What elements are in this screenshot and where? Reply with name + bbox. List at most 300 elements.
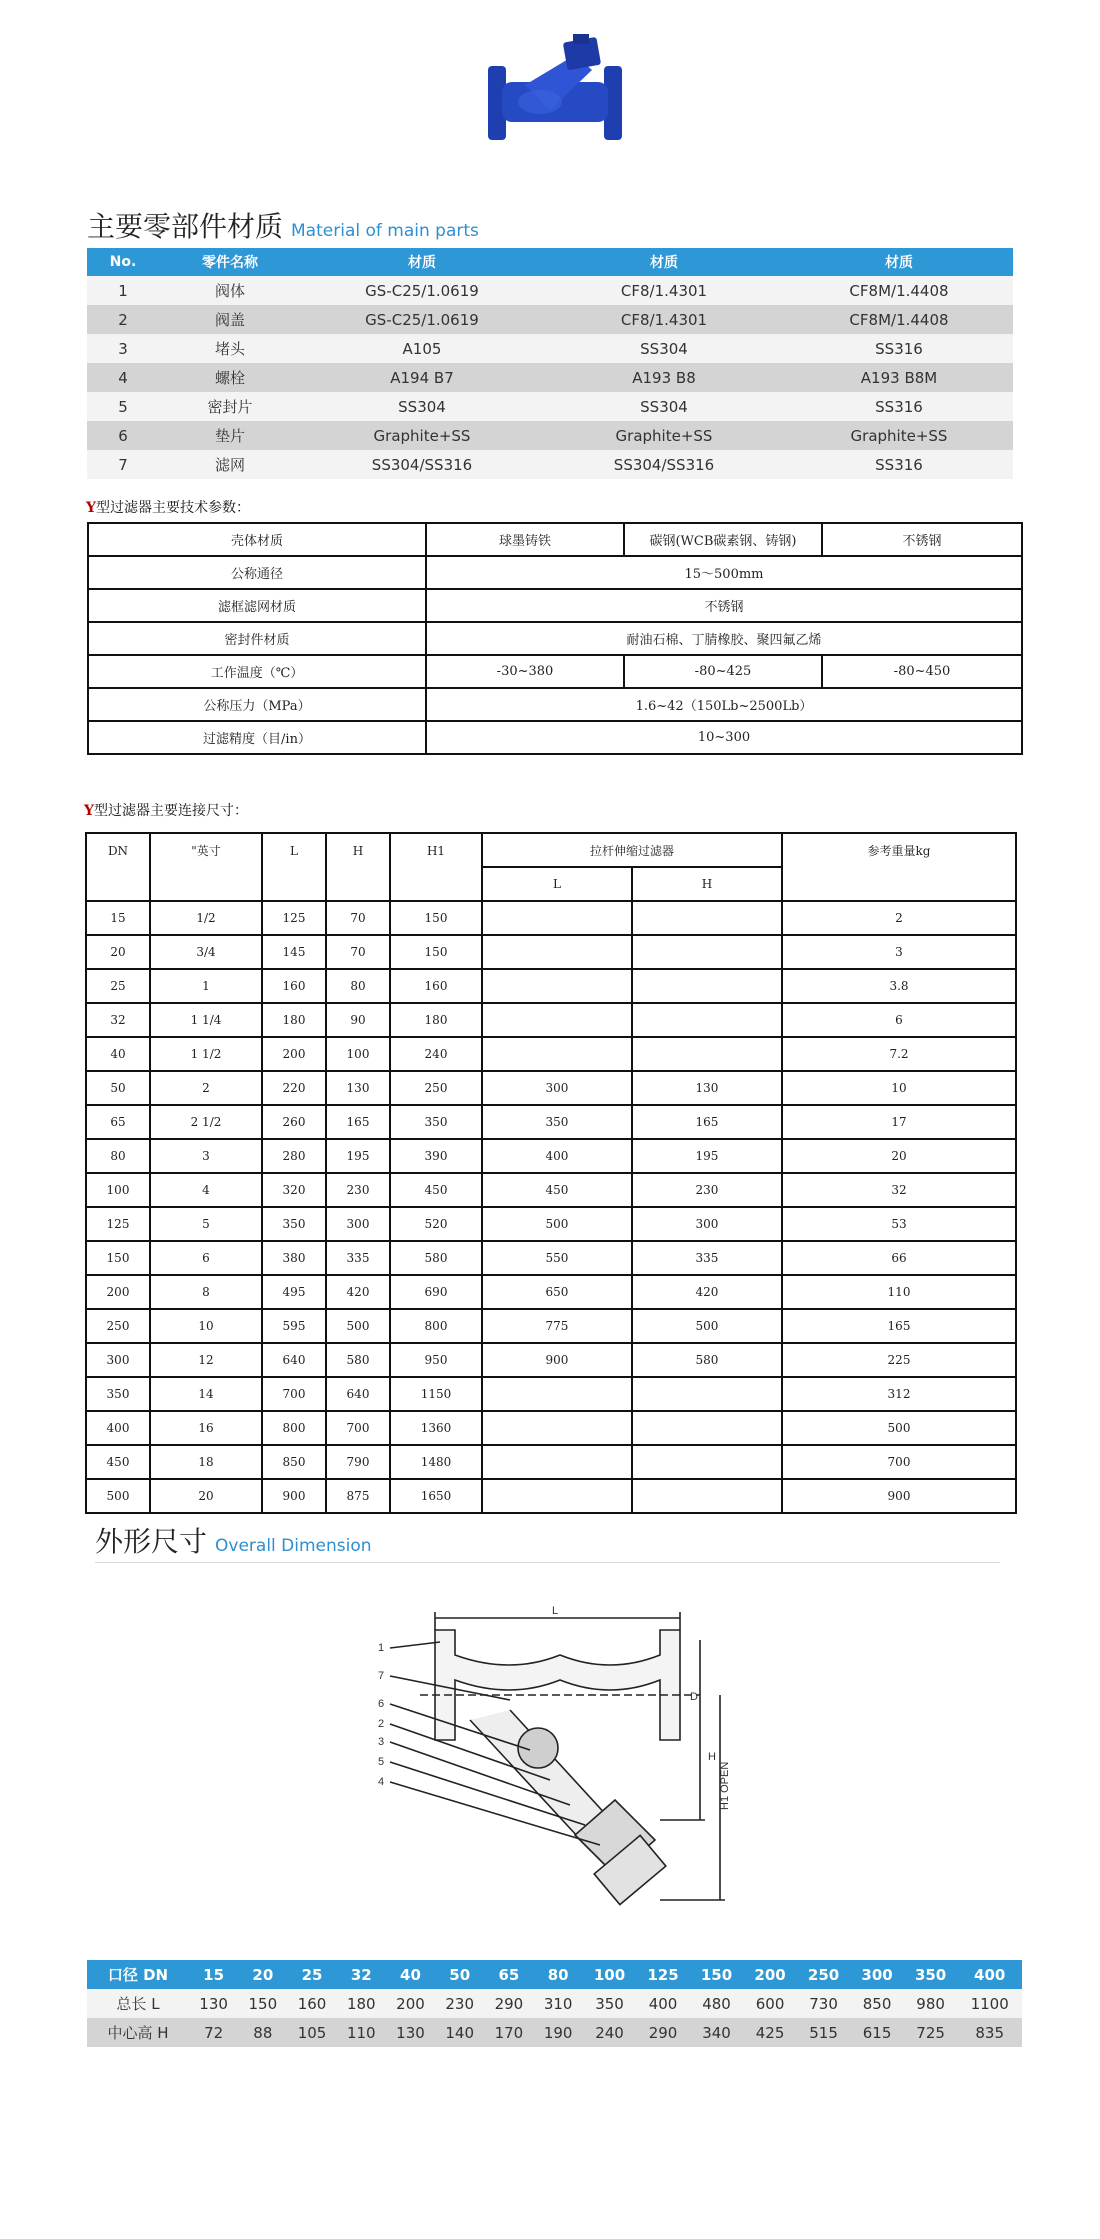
table-cell [482,969,632,1003]
table-cell: A105 [301,334,543,363]
table-cell: 420 [632,1275,782,1309]
materials-title-cn: 主要零部件材质 [87,210,284,243]
table-cell: 260 [262,1105,326,1139]
materials-title-en: Material of main parts [291,221,479,241]
table-cell: 6 [150,1241,262,1275]
table-cell: 70 [326,901,390,935]
table-cell: 980 [904,1989,958,2018]
table-cell: 200 [386,1989,435,2018]
table-cell: 12 [150,1343,262,1377]
dn-value: 15～500mm [426,556,1022,589]
tech-heading [86,497,250,517]
table-cell: 425 [743,2018,797,2047]
table-cell: 400 [636,1989,690,2018]
tech-title-prefix: Y [86,500,96,516]
overall-heading [95,1520,372,1560]
table-cell: Graphite+SS [543,421,785,450]
table-row [86,1377,1016,1411]
table-cell: 180 [337,1989,386,2018]
table-cell: 195 [326,1139,390,1173]
table-cell: 230 [435,1989,484,2018]
part-label-3: 3 [378,1736,385,1748]
table-cell: 1 [87,276,159,305]
table-cell: 130 [326,1071,390,1105]
table-cell: 500 [632,1309,782,1343]
col-header: 80 [534,1960,583,1989]
table-row [86,1411,1016,1445]
col-subheader: L [482,867,632,901]
table-cell [482,901,632,935]
table-cell: 70 [326,935,390,969]
dims-title-prefix: Y [84,803,94,819]
shell-value: 碳钢(WCB碳素钢、铸钢) [624,523,822,556]
table-cell: 700 [262,1377,326,1411]
dims-table [85,832,1017,1514]
table-row [86,1105,1016,1139]
table-cell: 350 [86,1377,150,1411]
table-cell: 8 [150,1275,262,1309]
col-header: 150 [690,1960,744,1989]
table-cell: SS316 [785,334,1013,363]
table-cell: 290 [484,1989,533,2018]
dn-label: 公称通径 [88,556,426,589]
dims-subheader-row [86,867,1016,901]
table-row [87,2018,1022,2047]
table-cell: 250 [390,1071,482,1105]
table-cell: 850 [262,1445,326,1479]
table-cell: 240 [390,1037,482,1071]
col-header: 300 [850,1960,904,1989]
filter-value: 不锈钢 [426,589,1022,622]
temp-value: -80~425 [624,655,822,688]
table-cell: 350 [482,1105,632,1139]
table-cell: 240 [583,2018,637,2047]
empty-cell [86,867,150,901]
table-cell: 312 [782,1377,1016,1411]
table-cell: GS-C25/1.0619 [301,305,543,334]
table-cell: SS304 [301,392,543,421]
table-cell: 4 [87,363,159,392]
col-header: 15 [189,1960,238,1989]
table-cell: 165 [782,1309,1016,1343]
table-cell: 16 [150,1411,262,1445]
table-cell: 110 [782,1275,1016,1309]
pressure-value: 1.6~42（150Lb~2500Lb） [426,688,1022,721]
table-cell: 130 [632,1071,782,1105]
table-cell: 350 [262,1207,326,1241]
table-cell: 230 [326,1173,390,1207]
part-label-7: 7 [378,1670,385,1682]
col-header: 材质 [543,248,785,276]
col-header: 125 [636,1960,690,1989]
table-cell: 500 [482,1207,632,1241]
table-cell: 20 [86,935,150,969]
table-cell: 900 [482,1343,632,1377]
table-row [86,1173,1016,1207]
col-header: 材质 [785,248,1013,276]
table-cell: 2 1/2 [150,1105,262,1139]
table-cell: 335 [632,1241,782,1275]
table-cell: 300 [632,1207,782,1241]
table-cell: 280 [262,1139,326,1173]
table-cell: 32 [86,1003,150,1037]
part-label-1: 1 [378,1642,385,1654]
part-label-6: 6 [378,1698,385,1710]
table-cell: A193 B8M [785,363,1013,392]
table-cell: 72 [189,2018,238,2047]
table-cell: 滤网 [159,450,301,479]
table-row [86,1071,1016,1105]
table-row [88,622,1022,655]
table-cell: 500 [86,1479,150,1513]
table-cell: 550 [482,1241,632,1275]
table-cell: 580 [390,1241,482,1275]
table-cell: 195 [632,1139,782,1173]
table-cell: 320 [262,1173,326,1207]
table-cell: 25 [86,969,150,1003]
seal-label: 密封件材质 [88,622,426,655]
table-cell: 90 [326,1003,390,1037]
overall-title-cn: 外形尺寸 [95,1525,208,1558]
table-cell: 500 [782,1411,1016,1445]
table-cell: 1650 [390,1479,482,1513]
table-row [87,421,1013,450]
table-row [86,1309,1016,1343]
table-cell: 5 [87,392,159,421]
table-cell: 130 [386,2018,435,2047]
table-cell: 3 [782,935,1016,969]
part-label-4: 4 [378,1776,385,1788]
table-cell: 3/4 [150,935,262,969]
table-cell: 700 [326,1411,390,1445]
table-cell: 阀体 [159,276,301,305]
table-cell: 200 [262,1037,326,1071]
col-header: 250 [797,1960,851,1989]
table-row [86,1275,1016,1309]
table-cell: 450 [482,1173,632,1207]
table-cell: 200 [86,1275,150,1309]
table-row [86,1445,1016,1479]
table-cell: 150 [390,901,482,935]
table-cell: SS304/SS316 [543,450,785,479]
dims-heading [84,800,248,820]
table-cell: 725 [904,2018,958,2047]
table-cell: 700 [782,1445,1016,1479]
table-cell: A194 B7 [301,363,543,392]
table-cell: 600 [743,1989,797,2018]
temp-value: -80~450 [822,655,1022,688]
table-cell: 790 [326,1445,390,1479]
table-cell: 150 [390,935,482,969]
empty-cell [150,867,262,901]
table-cell: 53 [782,1207,1016,1241]
table-cell: 14 [150,1377,262,1411]
table-cell: 10 [150,1309,262,1343]
table-row [88,688,1022,721]
dims-header-row [86,833,1016,867]
table-cell: 10 [782,1071,1016,1105]
col-header: 材质 [301,248,543,276]
table-cell: 20 [782,1139,1016,1173]
part-label-5: 5 [378,1756,385,1768]
col-header: 参考重量kg [782,833,1016,867]
temp-value: -30~380 [426,655,624,688]
table-cell: CF8M/1.4408 [785,276,1013,305]
empty-cell [390,867,482,901]
table-cell: 15 [86,901,150,935]
table-cell: 450 [86,1445,150,1479]
table-cell: 110 [337,2018,386,2047]
table-row [88,721,1022,754]
col-header: 40 [386,1960,435,1989]
table-cell: 150 [238,1989,287,2018]
table-cell: 6 [782,1003,1016,1037]
table-row [86,969,1016,1003]
overall-title-en: Overall Dimension [215,1536,372,1556]
empty-cell [326,867,390,901]
table-cell: GS-C25/1.0619 [301,276,543,305]
divider [95,1562,1000,1563]
table-cell: 160 [287,1989,336,2018]
table-cell: 130 [189,1989,238,2018]
col-header: 350 [904,1960,958,1989]
col-header: H [326,833,390,867]
table-cell: 640 [262,1343,326,1377]
precision-value: 10~300 [426,721,1022,754]
col-header: H1 [390,833,482,867]
table-cell: 1150 [390,1377,482,1411]
table-cell: 900 [262,1479,326,1513]
table-row [86,1343,1016,1377]
table-cell: 800 [390,1309,482,1343]
table-cell: 80 [326,969,390,1003]
col-header: "英寸 [150,833,262,867]
table-cell: 66 [782,1241,1016,1275]
dim-label-l: L [552,1605,559,1617]
table-cell: 850 [850,1989,904,2018]
table-cell: 阀盖 [159,305,301,334]
col-header: 65 [484,1960,533,1989]
table-cell: 140 [435,2018,484,2047]
table-cell: 835 [957,2018,1022,2047]
table-cell: 螺栓 [159,363,301,392]
table-cell: 6 [87,421,159,450]
table-cell [482,935,632,969]
table-cell: 180 [390,1003,482,1037]
table-cell: 150 [86,1241,150,1275]
table-cell: 335 [326,1241,390,1275]
table-cell: 2 [87,305,159,334]
table-row [87,363,1013,392]
table-cell: 1100 [957,1989,1022,2018]
table-cell [632,1479,782,1513]
empty-cell [782,867,1016,901]
table-cell: 340 [690,2018,744,2047]
table-cell: CF8/1.4301 [543,276,785,305]
table-row [86,1207,1016,1241]
table-cell: 400 [86,1411,150,1445]
filter-label: 滤框滤网材质 [88,589,426,622]
table-cell: 580 [326,1343,390,1377]
table-row [86,1003,1016,1037]
materials-heading [87,205,479,245]
table-cell: 350 [583,1989,637,2018]
table-cell: 950 [390,1343,482,1377]
table-row [86,1139,1016,1173]
table-cell: 495 [262,1275,326,1309]
col-header: 100 [583,1960,637,1989]
materials-header-row [87,248,1013,276]
table-cell [632,1037,782,1071]
col-header: 拉杆伸缩过滤器 [482,833,782,867]
col-header: 口径 DN [87,1960,189,1989]
table-cell: 100 [326,1037,390,1071]
table-cell: 105 [287,2018,336,2047]
col-header: 25 [287,1960,336,1989]
table-cell: 堵头 [159,334,301,363]
table-cell: 310 [534,1989,583,2018]
table-cell [632,969,782,1003]
y-strainer-valve-image [480,30,630,160]
table-cell: 18 [150,1445,262,1479]
table-cell: 1 1/2 [150,1037,262,1071]
table-row [87,392,1013,421]
table-cell: 230 [632,1173,782,1207]
table-row [88,523,1022,556]
table-cell: 总长 L [87,1989,189,2018]
table-cell: 65 [86,1105,150,1139]
table-cell: 中心高 H [87,2018,189,2047]
table-cell: 2 [150,1071,262,1105]
table-cell: 900 [782,1479,1016,1513]
table-cell: 1 [150,969,262,1003]
part-label-2: 2 [378,1718,385,1730]
table-row [86,935,1016,969]
table-cell: 640 [326,1377,390,1411]
table-cell: 190 [534,2018,583,2047]
table-cell: 1360 [390,1411,482,1445]
strainer-cross-section-diagram [360,1600,740,1920]
table-cell: 88 [238,2018,287,2047]
table-cell: 165 [326,1105,390,1139]
table-cell: CF8/1.4301 [543,305,785,334]
table-cell: 3 [87,334,159,363]
table-cell: 775 [482,1309,632,1343]
table-cell [482,1003,632,1037]
col-header: No. [87,248,159,276]
table-cell: 300 [86,1343,150,1377]
table-cell: SS304 [543,392,785,421]
table-cell: 100 [86,1173,150,1207]
table-cell: 125 [262,901,326,935]
table-cell: 480 [690,1989,744,2018]
dim-label-d: D [690,1691,698,1703]
table-cell: Graphite+SS [785,421,1013,450]
table-cell: 3.8 [782,969,1016,1003]
table-cell: 垫片 [159,421,301,450]
table-cell: 20 [150,1479,262,1513]
table-cell [632,935,782,969]
table-cell: Graphite+SS [301,421,543,450]
col-header: DN [86,833,150,867]
table-cell: 300 [482,1071,632,1105]
table-cell: 80 [86,1139,150,1173]
tech-title: 型过滤器主要技术参数： [96,500,250,516]
table-cell: 170 [484,2018,533,2047]
temp-label: 工作温度（℃） [88,655,426,688]
col-header: L [262,833,326,867]
table-cell: 160 [262,969,326,1003]
table-cell: 350 [390,1105,482,1139]
tech-params-table [87,522,1023,755]
table-cell [482,1037,632,1071]
table-cell: 450 [390,1173,482,1207]
table-row [87,1989,1022,2018]
col-header: 200 [743,1960,797,1989]
table-cell: 400 [482,1139,632,1173]
col-header: 400 [957,1960,1022,1989]
table-cell: 1/2 [150,901,262,935]
table-row [88,556,1022,589]
col-header: 20 [238,1960,287,1989]
table-cell: 7 [87,450,159,479]
table-cell: 32 [782,1173,1016,1207]
table-cell: SS304 [543,334,785,363]
table-cell [632,901,782,935]
dim-label-h1: H1 OPEN [719,1761,731,1810]
table-cell: 密封片 [159,392,301,421]
table-cell: A193 B8 [543,363,785,392]
table-cell: 580 [632,1343,782,1377]
table-cell: 125 [86,1207,150,1241]
table-cell: 3 [150,1139,262,1173]
shell-label: 壳体材质 [88,523,426,556]
table-cell: 730 [797,1989,851,2018]
table-cell: 615 [850,2018,904,2047]
table-cell: 250 [86,1309,150,1343]
table-cell [632,1003,782,1037]
table-cell: 2 [782,901,1016,935]
precision-label: 过滤精度（目/in） [88,721,426,754]
table-cell: CF8M/1.4408 [785,305,1013,334]
table-cell: 515 [797,2018,851,2047]
table-cell: 5 [150,1207,262,1241]
table-cell: SS316 [785,450,1013,479]
col-header: 零件名称 [159,248,301,276]
table-cell: 180 [262,1003,326,1037]
table-cell: 50 [86,1071,150,1105]
table-cell: 380 [262,1241,326,1275]
table-cell: 1 1/4 [150,1003,262,1037]
table-cell: 40 [86,1037,150,1071]
table-row [88,655,1022,688]
table-cell [482,1479,632,1513]
table-cell: 290 [636,2018,690,2047]
table-cell: 220 [262,1071,326,1105]
col-header: 32 [337,1960,386,1989]
table-row [86,1479,1016,1513]
table-cell [482,1411,632,1445]
table-cell: 1480 [390,1445,482,1479]
col-header: 50 [435,1960,484,1989]
table-cell: 7.2 [782,1037,1016,1071]
table-cell: 300 [326,1207,390,1241]
table-cell [482,1445,632,1479]
pressure-label: 公称压力（MPa） [88,688,426,721]
table-cell: 595 [262,1309,326,1343]
dims-title: 型过滤器主要连接尺寸： [94,803,248,819]
table-cell: 800 [262,1411,326,1445]
